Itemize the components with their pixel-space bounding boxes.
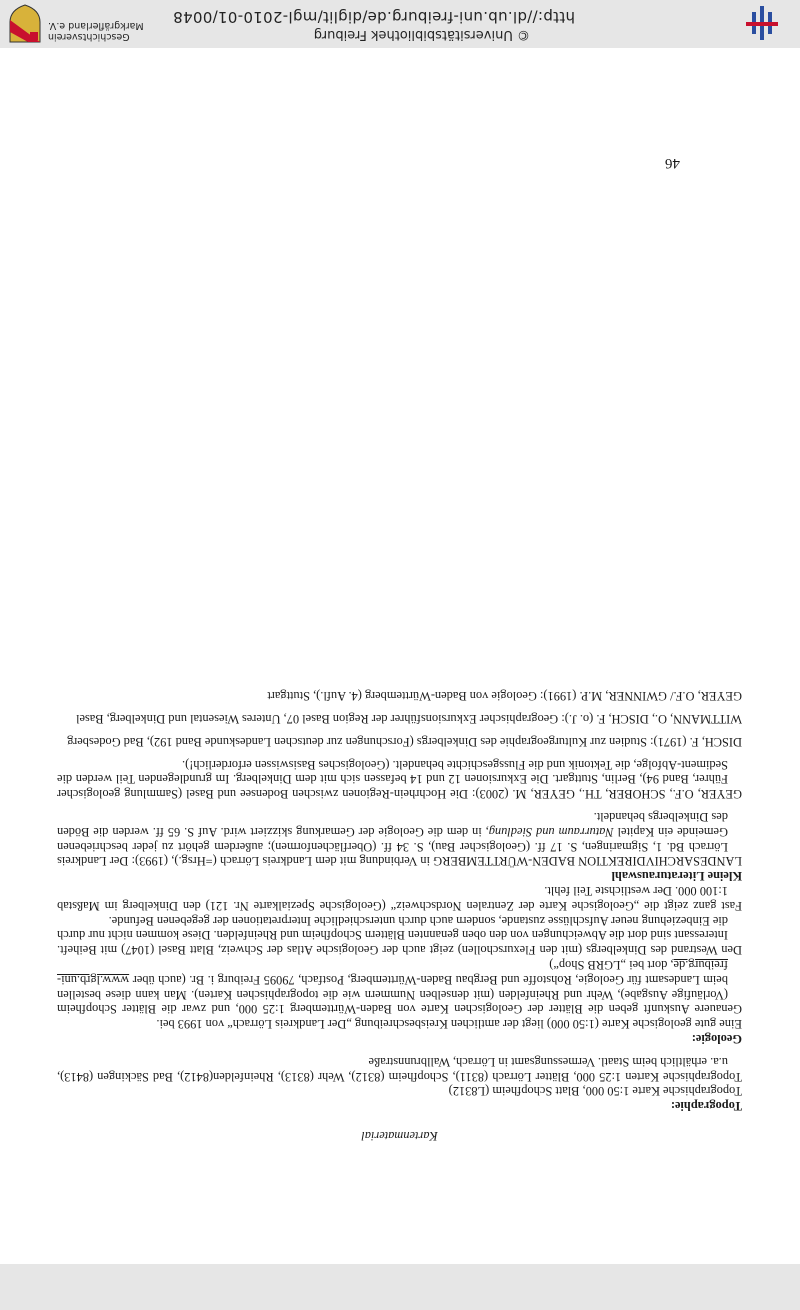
document-url[interactable]: http://dl.ub.uni-freiburg.de/diglit/mgl-2010-01/0048 [172, 8, 575, 26]
lgrb-link[interactable]: www.lgrb.uni-freiburg.de [57, 958, 728, 987]
literature-item-1-text: LANDESARCHIVDIREKTION BADEN-WÜRTTEMBERG in Verbindung mit dem Landkreis Lörrach (=Hrsg.), (1993): Der Landkreis Lörrach Bd. 1, Sigmaringen, S. 17 ff. (Geologischer Bau), S. 34 ff. (Oberflächenformen); außerdem gehört zu jeder beschriebenen Gemeinde ein Kapitel [57, 824, 742, 869]
document-body [57, 688, 742, 1143]
geo-paragraph-2-text: Genauere Auskunft geben die Blätter der Geologischen Karte von Baden-Württemberg 1:25 000, und zwar die Blätter Schopfheim (Vorläufige Ausgabe), Wehr und Rheinfelden (mit denselben Nummern wie die topographischen Karten). Man kann diese bestellen beim Landesamt für Geologie, Rohstoffe und Bergbau Baden-Württemberg, Postfach, 79095 Freiburg i. Br. (auch über [57, 972, 742, 1017]
header-bar-partial [0, 1264, 800, 1310]
literature-item-1-tail: , in dem die Geologie der Gemarkung skizziert wird. Auf S. 65 ff. werden die Böden des Dinkelbergs behandelt. [57, 810, 728, 839]
section-heading-geologie: Geologie: [691, 1032, 742, 1047]
society-line-1: Geschichtsverein [48, 31, 130, 42]
literature-item-1-italic: Naturraum und Siedlung [488, 824, 614, 839]
geo-paragraph-3: Den Westrand des Dinkelbergs (mit den Flexurschollen) zeigt auch der Geologische Atlas der Schweiz, Blatt Basel (1047) mit Beiheft. Interessant sind dort die Abweichungen von den oben genannten Blättern Schopfheim und Rheinfelden. Diese kommen nicht nur durch die Einbeziehung neuer Aufschlüsse zustande, sondern auch durch unterschiedliche Interpretationen der gegebenen Befunde. [57, 913, 742, 958]
literature-item-4: WITTMANN, O., DISCH, F. (o. J.): Geographischer Exkursionsführer der Region Basel 07, Unteres Wiesental und Dinkelberg, Basel [76, 712, 742, 727]
section-heading-literatur: Kleine Literaturauswahl [611, 869, 742, 884]
page-title: Kartenmaterial [361, 1129, 438, 1143]
topo-paragraph-2: Topographische Karten 1:25 000, Blätter Lörrach (8311), Schopfheim (8312), Wehr (8313), Rheinfelden(8412), Bad Säckingen (8413), u.a. erhältlich beim Staatl. Vermessungsamt in Lörrach, Wallbrunnstraße [57, 1054, 742, 1084]
footer-bar [0, 0, 800, 48]
society-name [48, 20, 160, 42]
society-crest-icon [8, 4, 42, 44]
geo-paragraph-4: Fast ganz zeigt die „Geologische Karte der Zentralen Nordschweiz“ (Geologische Spezialkarte Nr. 121) den Dinkelberg im Maßstab 1:100 000. Der westlichste Teil fehlt. [57, 884, 742, 913]
copyright-text: © Universitätsbibliothek Freiburg [313, 27, 530, 42]
university-logo-icon [742, 6, 782, 40]
page-number: 46 [665, 155, 680, 171]
geo-paragraph-2 [57, 957, 742, 1016]
literature-item-2: GEYER, O.F., SCHOBER, TH., GEYER, M. (2003): Die Hochrhein-Regionen zwischen Bodensee und Basel (Sammlung geologischer Führer, Band 94), Berlin, Stuttgart. Die Exkursionen 12 und 14 befassen sich mit dem Dinkelberg. Im grundlegenden Teil werden die Sediment-Abfolge, die Tektonik und die Flussgeschichte behandelt. (Geologisches Basiswissen erforderlich!). [57, 757, 742, 802]
geo-paragraph-2-tail: , dort bei „LGRB Shop“) [549, 958, 674, 973]
literature-item-1 [57, 809, 742, 868]
geo-paragraph-1: Eine gute geologische Karte (1:50 000) liegt der amtlichen Kreisbeschreibung „Der Landkreis Lörrach“ von 1993 bei. [156, 1017, 742, 1032]
literature-item-5: GEYER, O.F./ GWINNER, M.P. (1991): Geologie von Baden-Württemberg (4. Aufl.), Stuttgart [267, 689, 742, 704]
literature-item-3: DISCH, F. (1971): Studien zur Kulturgeographie des Dinkelbergs (Forschungen zur deutschen Landeskunde Band 192), Bad Godesberg [67, 734, 742, 749]
topo-paragraph-1: Topographische Karte 1:50 000, Blatt Schopfheim (L8312) [448, 1084, 742, 1099]
society-line-2: Markgräflerland e.V. [48, 20, 144, 31]
section-heading-topographie: Topographie: [670, 1099, 742, 1114]
